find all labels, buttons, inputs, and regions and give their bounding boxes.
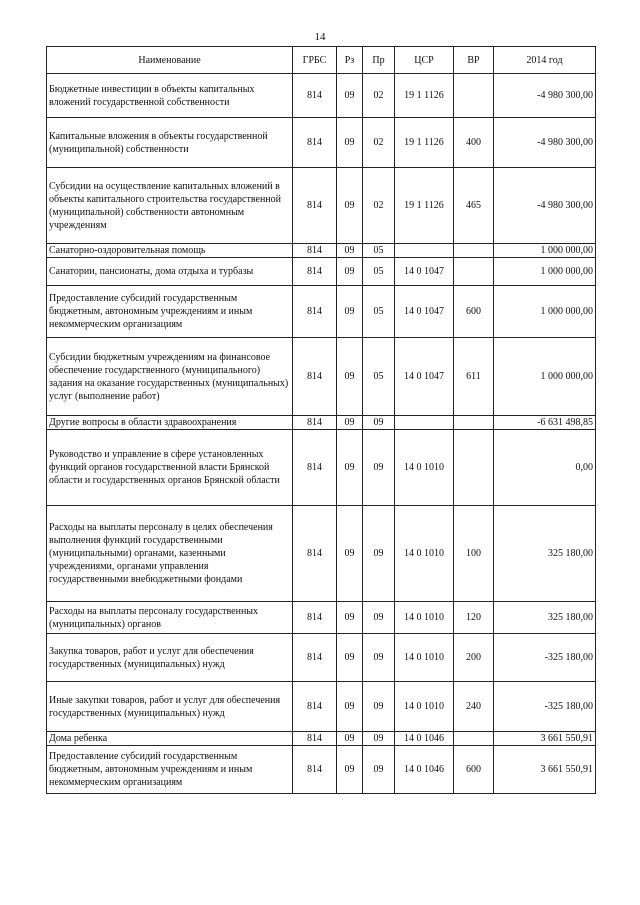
row-amount: -4 980 300,00 [494,74,596,118]
row-name: Другие вопросы в области здравоохранения [47,416,293,430]
row-name: Дома ребенка [47,732,293,746]
row-name: Субсидии на осуществление капитальных вложений в объекты капитального строительства государственной (муниципальной) собственности автономным учреждениям [47,168,293,244]
table-row [47,118,596,168]
header-name: Наименование [47,47,293,74]
row-name: Расходы на выплаты персоналу государственных (муниципальных) органов [47,602,293,634]
row-csr: 19 1 1126 [395,168,454,244]
row-csr: 14 0 1047 [395,338,454,416]
row-grbs: 814 [293,506,337,602]
row-pr: 05 [363,286,395,338]
row-vr: 611 [454,338,494,416]
row-pr: 09 [363,416,395,430]
row-rz: 09 [337,746,363,794]
row-rz: 09 [337,732,363,746]
page-number: 14 [314,31,326,43]
row-csr [395,244,454,258]
row-name: Закупка товаров, работ и услуг для обеспечения государственных (муниципальных) нужд [47,634,293,682]
row-grbs: 814 [293,74,337,118]
row-grbs: 814 [293,602,337,634]
table-row [47,286,596,338]
row-vr: 200 [454,634,494,682]
row-rz: 09 [337,168,363,244]
row-pr: 09 [363,602,395,634]
row-rz: 09 [337,682,363,732]
row-amount: 1 000 000,00 [494,338,596,416]
row-vr: 100 [454,506,494,602]
row-vr: 600 [454,286,494,338]
row-name: Расходы на выплаты персоналу в целях обеспечения выполнения функций государственными (муниципальными) органами, казенными учреждениями, органами управления государственными внебюджетными фондами [47,506,293,602]
row-amount: 1 000 000,00 [494,258,596,286]
row-amount: -6 631 498,85 [494,416,596,430]
table-row [47,258,596,286]
header-amount: 2014 год [494,47,596,74]
table-row [47,732,596,746]
row-name: Бюджетные инвестиции в объекты капитальных вложений государственной собственности [47,74,293,118]
row-pr: 02 [363,74,395,118]
row-vr: 600 [454,746,494,794]
row-amount: -4 980 300,00 [494,168,596,244]
row-pr: 09 [363,430,395,506]
row-amount: 1 000 000,00 [494,286,596,338]
row-grbs: 814 [293,168,337,244]
row-csr: 14 0 1047 [395,258,454,286]
row-grbs: 814 [293,286,337,338]
row-rz: 09 [337,602,363,634]
row-amount: 3 661 550,91 [494,732,596,746]
row-rz: 09 [337,74,363,118]
row-csr: 14 0 1046 [395,732,454,746]
row-rz: 09 [337,244,363,258]
row-pr: 09 [363,746,395,794]
row-amount: 1 000 000,00 [494,244,596,258]
row-pr: 09 [363,682,395,732]
row-grbs: 814 [293,244,337,258]
row-vr [454,732,494,746]
row-name: Предоставление субсидий государственным бюджетным, автономным учреждениям и иным некоммерческим организациям [47,286,293,338]
row-amount: 3 661 550,91 [494,746,596,794]
row-csr: 19 1 1126 [395,118,454,168]
row-amount: 325 180,00 [494,506,596,602]
row-name: Предоставление субсидий государственным бюджетным, автономным учреждениям и иным некоммерческим организациям [47,746,293,794]
row-vr: 465 [454,168,494,244]
table-row [47,244,596,258]
row-vr [454,430,494,506]
row-vr: 400 [454,118,494,168]
row-grbs: 814 [293,416,337,430]
row-grbs: 814 [293,430,337,506]
budget-table [46,46,596,794]
row-rz: 09 [337,258,363,286]
row-csr: 14 0 1010 [395,430,454,506]
row-csr: 14 0 1047 [395,286,454,338]
row-rz: 09 [337,286,363,338]
table-row [47,506,596,602]
header-row [47,47,596,74]
header-csr: ЦСР [395,47,454,74]
table-row [47,682,596,732]
row-rz: 09 [337,506,363,602]
row-vr [454,416,494,430]
row-pr: 09 [363,506,395,602]
row-rz: 09 [337,118,363,168]
row-pr: 02 [363,118,395,168]
row-csr: 14 0 1010 [395,634,454,682]
row-rz: 09 [337,634,363,682]
row-grbs: 814 [293,746,337,794]
table-row [47,746,596,794]
row-grbs: 814 [293,682,337,732]
row-grbs: 814 [293,338,337,416]
row-pr: 02 [363,168,395,244]
row-name: Капитальные вложения в объекты государственной (муниципальной) собственности [47,118,293,168]
table-row [47,74,596,118]
row-vr: 120 [454,602,494,634]
row-vr: 240 [454,682,494,732]
row-grbs: 814 [293,732,337,746]
row-csr [395,416,454,430]
row-amount: 0,00 [494,430,596,506]
row-amount: -4 980 300,00 [494,118,596,168]
row-amount: 325 180,00 [494,602,596,634]
table-row [47,430,596,506]
table-row [47,634,596,682]
row-vr [454,74,494,118]
row-grbs: 814 [293,258,337,286]
header-pr: Пр [363,47,395,74]
header-rz: Рз [337,47,363,74]
row-csr: 14 0 1010 [395,682,454,732]
row-pr: 09 [363,634,395,682]
row-vr [454,258,494,286]
row-pr: 05 [363,338,395,416]
header-grbs: ГРБС [293,47,337,74]
header-vr: ВР [454,47,494,74]
row-rz: 09 [337,338,363,416]
row-csr: 14 0 1046 [395,746,454,794]
row-csr: 14 0 1010 [395,506,454,602]
table-row [47,168,596,244]
table-row [47,602,596,634]
table-row [47,338,596,416]
row-grbs: 814 [293,634,337,682]
row-name: Руководство и управление в сфере установленных функций органов государственной власти Брянской области и государственных органов Брянской области [47,430,293,506]
row-pr: 05 [363,244,395,258]
row-amount: -325 180,00 [494,634,596,682]
row-grbs: 814 [293,118,337,168]
row-name: Иные закупки товаров, работ и услуг для обеспечения государственных (муниципальных) нужд [47,682,293,732]
row-name: Санатории, пансионаты, дома отдыха и турбазы [47,258,293,286]
row-amount: -325 180,00 [494,682,596,732]
table-row [47,416,596,430]
row-csr: 14 0 1010 [395,602,454,634]
row-rz: 09 [337,416,363,430]
row-pr: 05 [363,258,395,286]
row-name: Субсидии бюджетным учреждениям на финансовое обеспечение государственного (муниципального) задания на оказание государственных (муниципальных) услуг (выполнение работ) [47,338,293,416]
row-csr: 19 1 1126 [395,74,454,118]
row-vr [454,244,494,258]
row-pr: 09 [363,732,395,746]
row-name: Санаторно-оздоровительная помощь [47,244,293,258]
row-rz: 09 [337,430,363,506]
